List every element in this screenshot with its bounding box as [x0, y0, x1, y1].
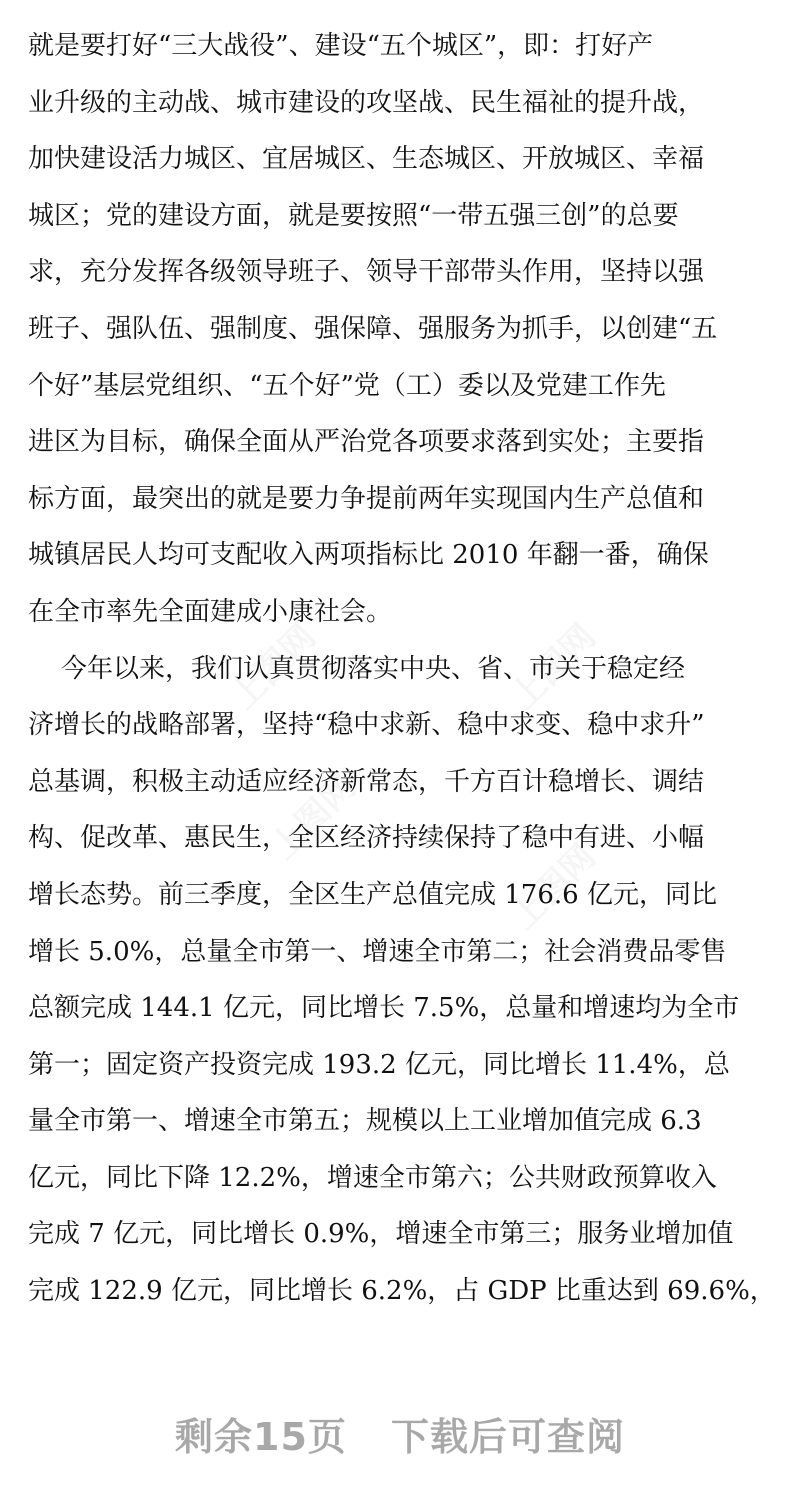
- text-line: 班子、强队伍、强制度、强保障、强服务为抓手，以创建“五: [28, 313, 718, 344]
- text-line: 增长态势。前三季度，全区生产总值完成 176.6 亿元，同比: [28, 879, 717, 910]
- text-line: 完成 122.9 亿元，同比增长 6.2%，占 GDP 比重达到 69.6%，: [28, 1276, 776, 1307]
- text-line: 总额完成 144.1 亿元，同比增长 7.5%，总量和增速均为全市: [28, 993, 740, 1024]
- text-line: 城镇居民人均可支配收入两项指标比 2010 年翻一番，确保: [28, 540, 709, 571]
- text-line: 个好”基层党组织、“五个好”党（工）委以及党建工作先: [28, 370, 666, 401]
- watermark: 上图网: [263, 766, 364, 868]
- text-line: 完成 7 亿元，同比增长 0.9%，增速全市第三；服务业增加值: [28, 1219, 734, 1250]
- text-line: 构、促改革、惠民生，全区经济持续保持了稳中有进、小幅: [28, 823, 705, 854]
- text-line: 就是要打好“三大战役”、建设“五个城区”，即：打好产: [28, 31, 654, 61]
- watermark: 上图网: [223, 616, 324, 718]
- text-line: 标方面，最突出的就是要力争提前两年实现国内生产总值和: [28, 483, 705, 514]
- text-line: 城区；党的建设方面，就是要按照“一带五强三创”的总要: [28, 200, 679, 231]
- text-line: 总基调，积极主动适应经济新常态，千方百计稳增长、调结: [28, 766, 705, 797]
- watermark: 上图网: [503, 616, 604, 718]
- document-body: [28, 18, 776, 1320]
- text-line: 在全市率先全面建成小康社会。: [28, 596, 393, 627]
- download-label[interactable]: 下载后可查阅: [390, 1415, 625, 1459]
- text-line: 增长 5.0%，总量全市第一、增速全市第二；社会消费品零售: [28, 936, 727, 967]
- text-line: 亿元，同比下降 12.2%，增速全市第六；公共财政预算收入: [28, 1162, 717, 1193]
- text-line: 求，充分发挥各级领导班子、领导干部带头作用，坚持以强: [28, 257, 705, 288]
- download-prompt[interactable]: [0, 1406, 800, 1461]
- text-line: 济增长的战略部署，坚持“稳中求新、稳中求变、稳中求升”: [28, 710, 705, 741]
- text-line: 加快建设活力城区、宜居城区、生态城区、开放城区、幸福: [28, 144, 705, 175]
- text-line: 第一；固定资产投资完成 193.2 亿元，同比增长 11.4%，总: [28, 1049, 730, 1080]
- text-line: 进区为目标，确保全面从严治党各项要求落到实处；主要指: [28, 427, 705, 458]
- remaining-pages-label[interactable]: 剩余15页: [175, 1415, 347, 1459]
- text-line: 量全市第一、增速全市第五；规模以上工业增加值完成 6.3: [28, 1106, 702, 1137]
- watermark: 上图网: [503, 836, 604, 938]
- text-line: 今年以来，我们认真贯彻落实中央、省、市关于稳定经: [28, 653, 686, 684]
- text-line: 业升级的主动战、城市建设的攻坚战、民生福祉的提升战，: [28, 87, 705, 118]
